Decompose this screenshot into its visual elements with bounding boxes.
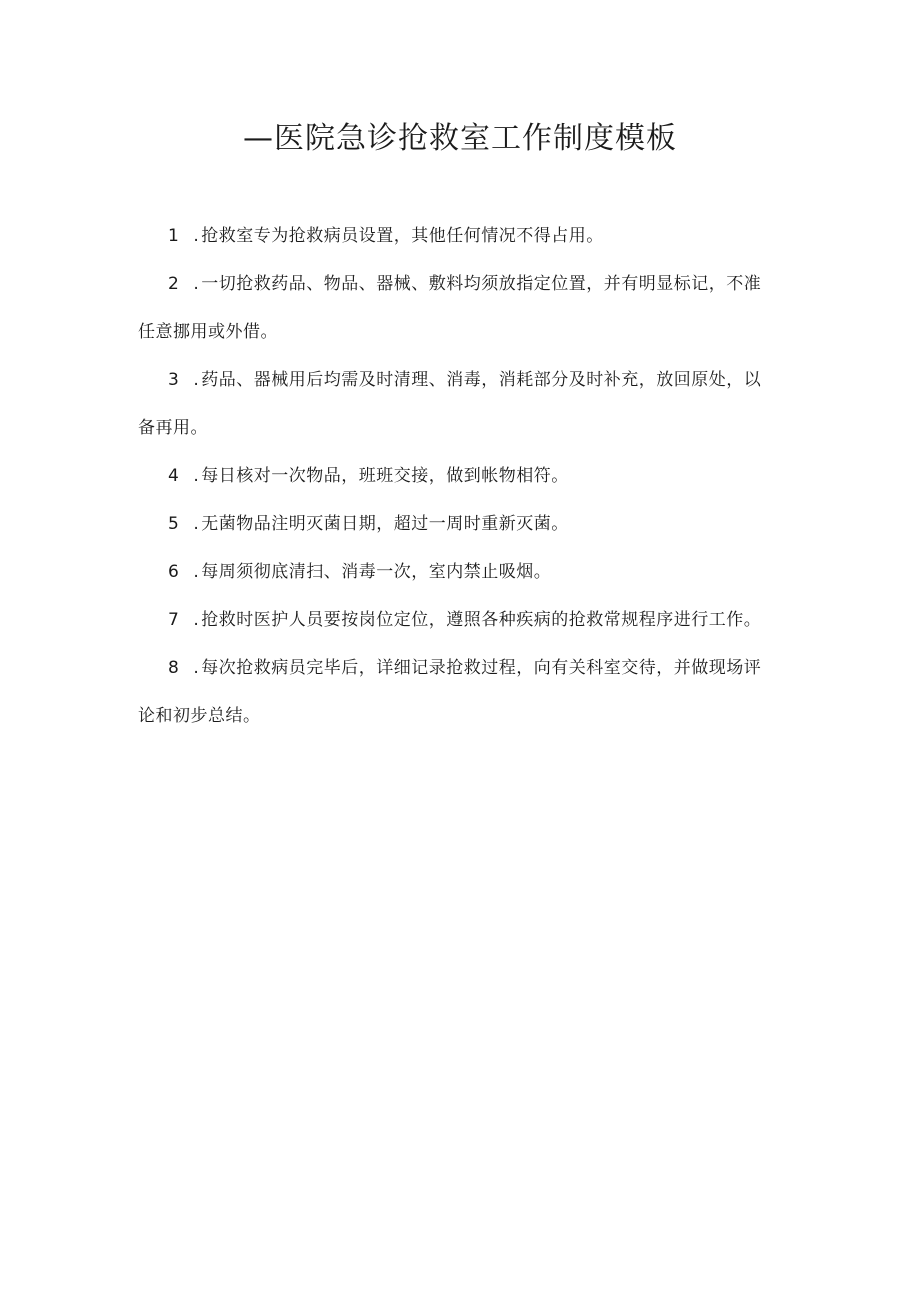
rule-text: 无菌物品注明灭菌日期，超过一周时重新灭菌。 (201, 514, 569, 534)
rule-number: 8 (168, 658, 180, 678)
rule-number: 1 (168, 226, 180, 246)
rules-list (138, 212, 778, 740)
rule-item-5 (138, 500, 778, 548)
rule-separator: . (193, 466, 200, 486)
document-title: —医院急诊抢救室工作制度模板 (243, 121, 677, 156)
rule-text: 药品、器械用后均需及时清理、消毒，消耗部分及时补充，放回原处，以备再用。 (138, 370, 762, 438)
rule-separator: . (193, 226, 200, 246)
rule-number: 6 (168, 562, 180, 582)
rule-item-3 (138, 356, 778, 452)
rule-item-2 (138, 260, 778, 356)
rule-item-4 (138, 452, 778, 500)
rule-text: 抢救时医护人员要按岗位定位，遵照各种疾病的抢救常规程序进行工作。 (201, 610, 762, 630)
rule-number: 2 (168, 274, 180, 294)
rule-item-8 (138, 644, 778, 740)
rule-text: 每次抢救病员完毕后，详细记录抢救过程，向有关科室交待，并做现场评论和初步总结。 (138, 658, 762, 726)
rule-item-6 (138, 548, 778, 596)
rule-text: 抢救室专为抢救病员设置，其他任何情况不得占用。 (201, 226, 604, 246)
rule-separator: . (193, 370, 200, 390)
rule-text: 每周须彻底清扫、消毒一次，室内禁止吸烟。 (201, 562, 552, 582)
rule-number: 7 (168, 610, 180, 630)
rule-number: 5 (168, 514, 180, 534)
rule-number: 3 (168, 370, 180, 390)
rule-text: 一切抢救药品、物品、器械、敷料均须放指定位置，并有明显标记，不准任意挪用或外借。 (138, 274, 762, 342)
rule-text: 每日核对一次物品，班班交接，做到帐物相符。 (201, 466, 569, 486)
rule-separator: . (193, 514, 200, 534)
rule-separator: . (193, 658, 200, 678)
rule-number: 4 (168, 466, 180, 486)
rule-item-7 (138, 596, 778, 644)
rule-separator: . (193, 274, 200, 294)
rule-separator: . (193, 610, 200, 630)
rule-separator: . (193, 562, 200, 582)
rule-item-1 (138, 212, 778, 260)
